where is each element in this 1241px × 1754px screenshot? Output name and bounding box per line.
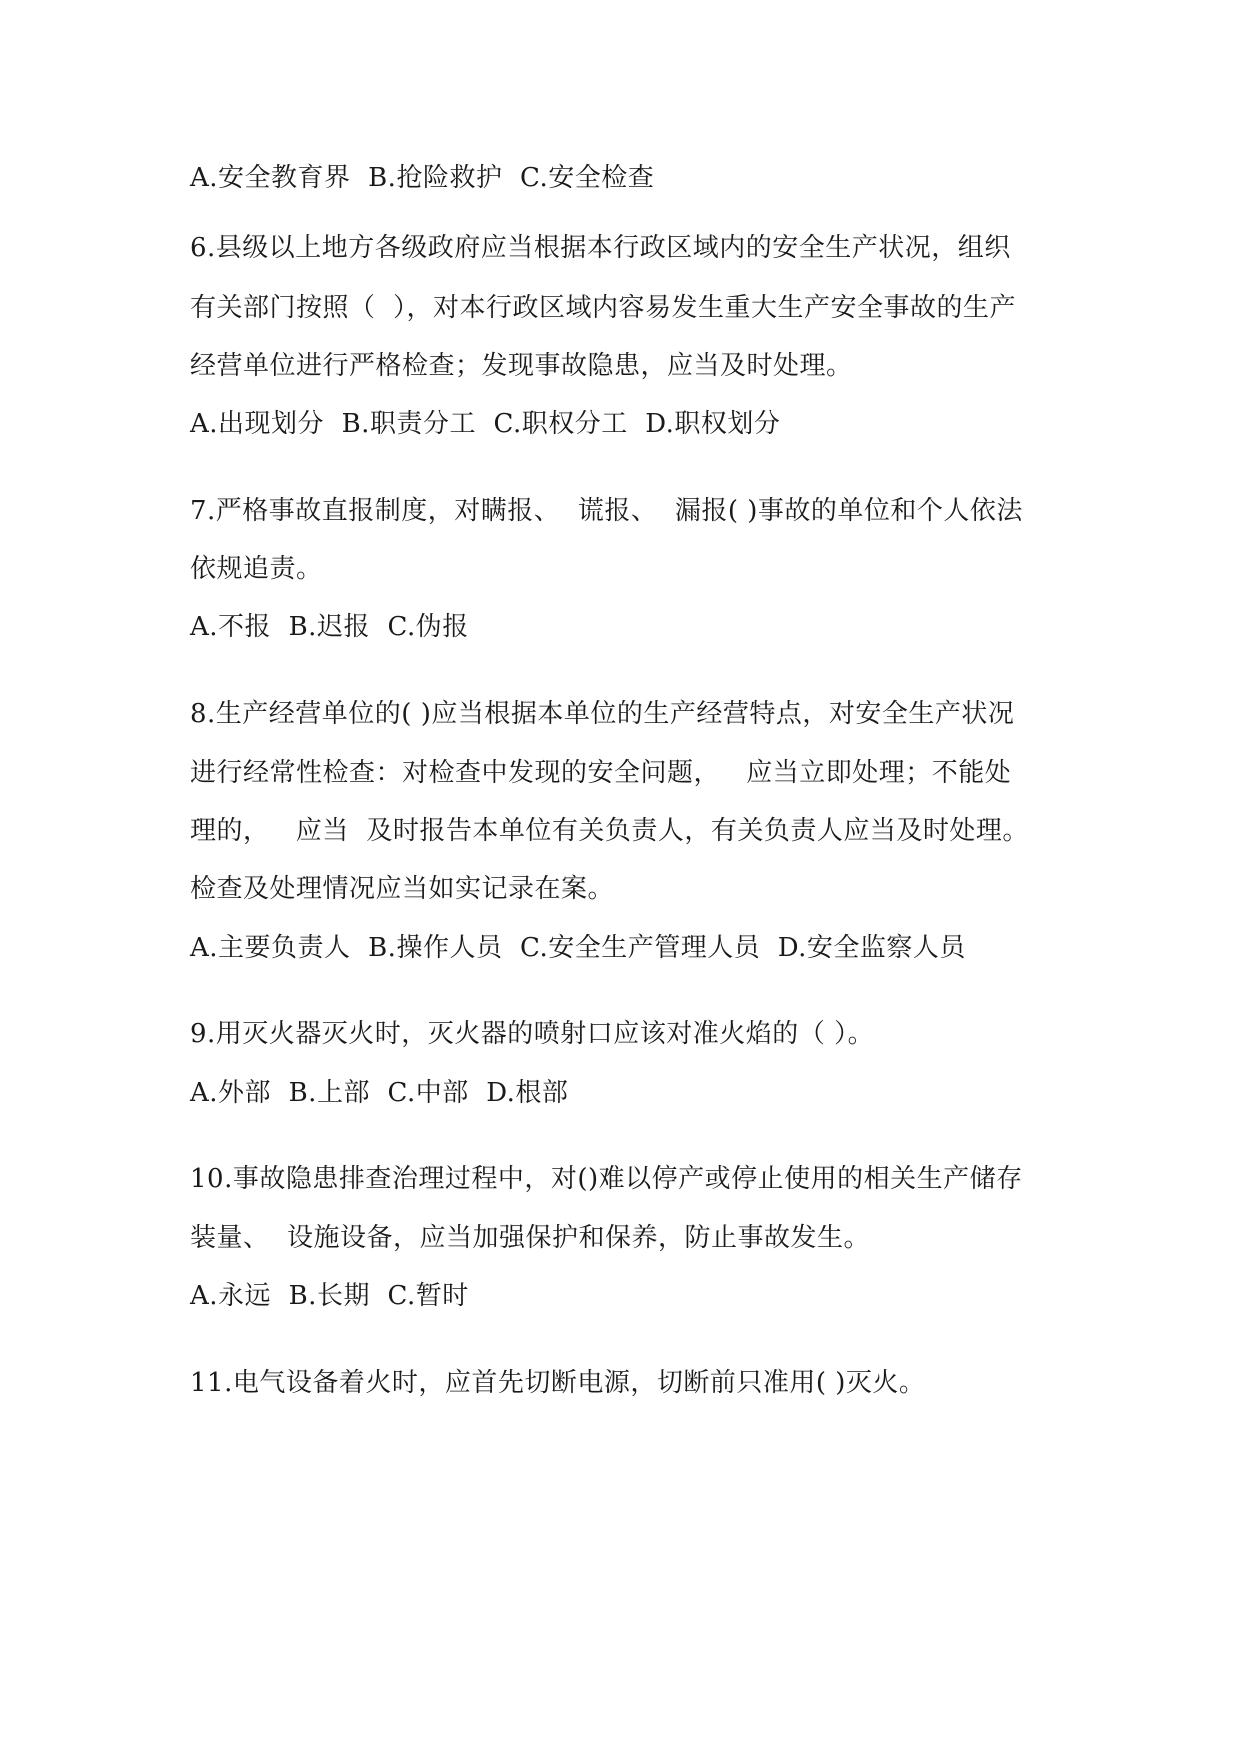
question-10-line-1: 10.事故隐患排查治理过程中，对()难以停产或停止使用的相关生产储存 bbox=[190, 1164, 1023, 1194]
question-8-line-4: 检查及处理情况应当如实记录在案。 bbox=[190, 874, 615, 904]
question-7-line-2: 依规追责。 bbox=[190, 554, 323, 584]
question-5-options: A.安全教育界 B.抢险救护 C.安全检查 bbox=[190, 163, 655, 193]
question-8-line-3: 理的， 应当 及时报告本单位有关负责人，有关负责人应当及时处理。 bbox=[190, 816, 1029, 846]
question-11-line-1: 11.电气设备着火时，应首先切断电源，切断前只准用( )灭火。 bbox=[190, 1368, 926, 1398]
question-10-line-2: 装量、 设施设备，应当加强保护和保养，防止事故发生。 bbox=[190, 1223, 871, 1253]
question-7-line-1: 7.严格事故直报制度，对瞒报、 谎报、 漏报( )事故的单位和个人依法 bbox=[190, 496, 1023, 526]
question-7-options: A.不报 B.迟报 C.伪报 bbox=[190, 612, 469, 642]
question-6-options: A.出现划分 B.职责分工 C.职权分工 D.职权划分 bbox=[190, 409, 781, 439]
question-8-line-1: 8.生产经营单位的( )应当根据本单位的生产经营特点，对安全生产状况 bbox=[190, 699, 1015, 729]
question-8-options: A.主要负责人 B.操作人员 C.安全生产管理人员 D.安全监察人员 bbox=[190, 933, 966, 963]
question-10-options: A.永远 B.长期 C.暂时 bbox=[190, 1281, 469, 1311]
question-9-options: A.外部 B.上部 C.中部 D.根部 bbox=[190, 1078, 569, 1108]
question-9-line-1: 9.用灭火器灭火时，灭火器的喷射口应该对准火焰的（ ）。 bbox=[190, 1019, 875, 1049]
question-6-line-3: 经营单位进行严格检查；发现事故隐患，应当及时处理。 bbox=[190, 351, 853, 381]
question-6-line-1: 6.县级以上地方各级政府应当根据本行政区域内的安全生产状况，组织 bbox=[190, 233, 1011, 263]
question-6-line-2: 有关部门按照（ ），对本行政区域内容易发生重大生产安全事故的生产 bbox=[190, 293, 1017, 323]
question-8-line-2: 进行经常性检查：对检查中发现的安全问题， 应当立即处理；不能处 bbox=[190, 758, 1012, 788]
